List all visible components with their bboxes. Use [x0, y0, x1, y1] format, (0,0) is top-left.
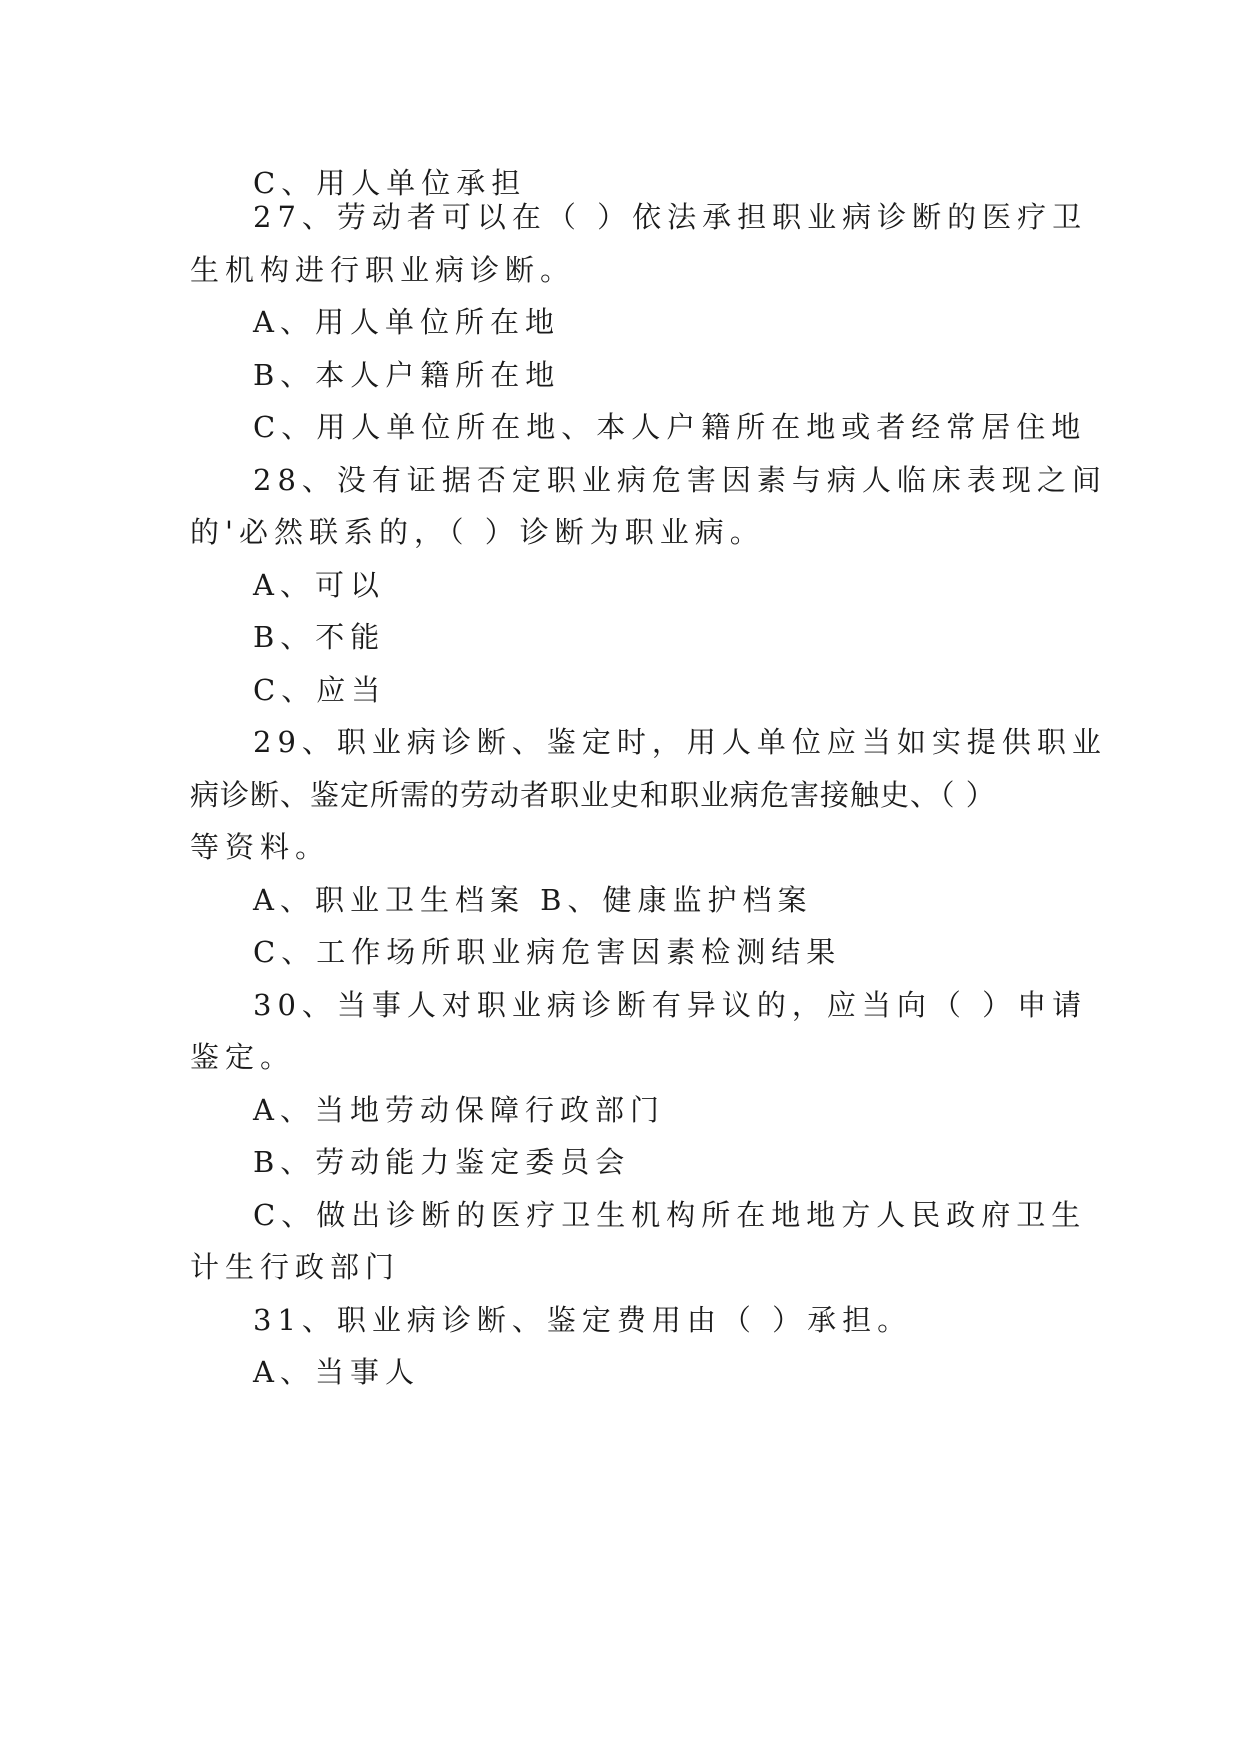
option-ab-q29: A、职业卫生档案 B、健康监护档案 — [253, 883, 813, 917]
option-c-q28: C、应当 — [253, 673, 387, 707]
option-c-q26: C、用人单位承担 — [253, 166, 527, 200]
question-29-line-3: 等资料。 — [190, 830, 331, 864]
option-a-q30: A、当地劳动保障行政部门 — [253, 1093, 665, 1127]
option-c-q30-line-2: 计生行政部门 — [190, 1250, 401, 1284]
option-a-q31: A、当事人 — [253, 1355, 420, 1389]
option-c-q27: C、用人单位所在地、本人户籍所在地或者经常居住地 — [253, 410, 1087, 444]
question-27-line-2: 生机构进行职业病诊断。 — [190, 253, 576, 287]
option-c-q30-line-1: C、做出诊断的医疗卫生机构所在地地方人民政府卫生 — [253, 1198, 1087, 1232]
question-29-line-1: 29、职业病诊断、鉴定时，用人单位应当如实提供职业 — [253, 725, 1107, 759]
option-b-q28: B、不能 — [253, 620, 386, 654]
option-a-q27: A、用人单位所在地 — [253, 305, 560, 339]
question-28-line-1: 28、没有证据否定职业病危害因素与病人临床表现之间 — [253, 463, 1107, 497]
question-27-line-1: 27、劳动者可以在（ ）依法承担职业病诊断的医疗卫 — [253, 200, 1088, 234]
question-28-line-2: 的'必然联系的，（ ）诊断为职业病。 — [190, 515, 765, 549]
option-b-q30: B、劳动能力鉴定委员会 — [253, 1145, 631, 1179]
question-30-line-2: 鉴定。 — [190, 1040, 296, 1074]
option-b-q27: B、本人户籍所在地 — [253, 358, 561, 392]
question-31: 31、职业病诊断、鉴定费用由（ ）承担。 — [253, 1303, 913, 1337]
option-a-q28: A、可以 — [253, 568, 385, 602]
option-c-q29: C、工作场所职业病危害因素检测结果 — [253, 935, 842, 969]
question-30-line-1: 30、当事人对职业病诊断有异议的，应当向（ ）申请 — [253, 988, 1088, 1022]
question-29-line-2: 病诊断、鉴定所需的劳动者职业史和职业病危害接触史、（ ） — [190, 778, 996, 812]
